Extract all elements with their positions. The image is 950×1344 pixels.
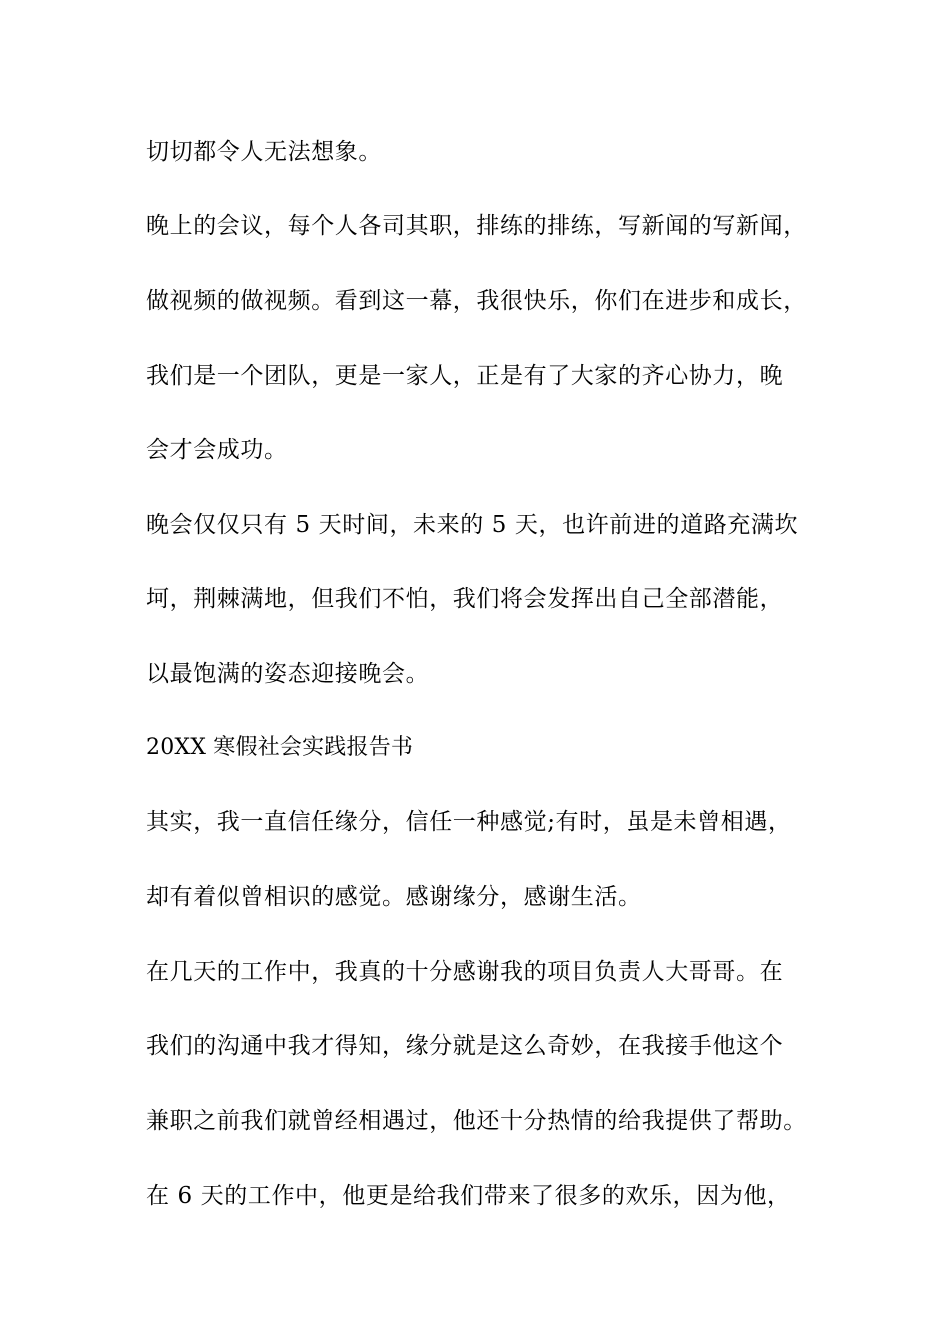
paragraph-line: 做视频的做视频。看到这一幕，我很快乐，你们在进步和成长， xyxy=(146,288,807,314)
paragraph-line: 我们的沟通中我才得知，缘分就是这么奇妙，在我接手他这个 xyxy=(146,1033,784,1059)
paragraph-line: 晚会仅仅只有 5 天时间，未来的 5 天，也许前进的道路充满坎 xyxy=(146,512,799,538)
section-heading: 20XX 寒假社会实践报告书 xyxy=(146,735,414,760)
paragraph-line: 晚上的会议，每个人各司其职，排练的排练，写新闻的写新闻， xyxy=(146,213,807,239)
paragraph-line: 切切都令人无法想象。 xyxy=(146,139,382,165)
paragraph-line: 会才会成功。 xyxy=(146,437,288,463)
paragraph-line: 在几天的工作中，我真的十分感谢我的项目负责人大哥哥。在 xyxy=(146,959,784,985)
paragraph-line: 兼职之前我们就曾经相遇过，他还十分热情的给我提供了帮助。 xyxy=(146,1108,807,1134)
paragraph-line: 我们是一个团队，更是一家人，正是有了大家的齐心协力，晚 xyxy=(146,363,784,389)
paragraph-line: 坷，荆棘满地，但我们不怕，我们将会发挥出自己全部潜能， xyxy=(146,586,784,612)
paragraph-line: 却有着似曾相识的感觉。感谢缘分，感谢生活。 xyxy=(146,884,642,910)
paragraph-line: 以最饱满的姿态迎接晚会。 xyxy=(146,661,430,687)
paragraph-line: 其实，我一直信任缘分，信任一种感觉;有时，虽是未曾相遇， xyxy=(146,809,792,835)
paragraph-line: 在 6 天的工作中，他更是给我们带来了很多的欢乐，因为他， xyxy=(146,1183,791,1209)
